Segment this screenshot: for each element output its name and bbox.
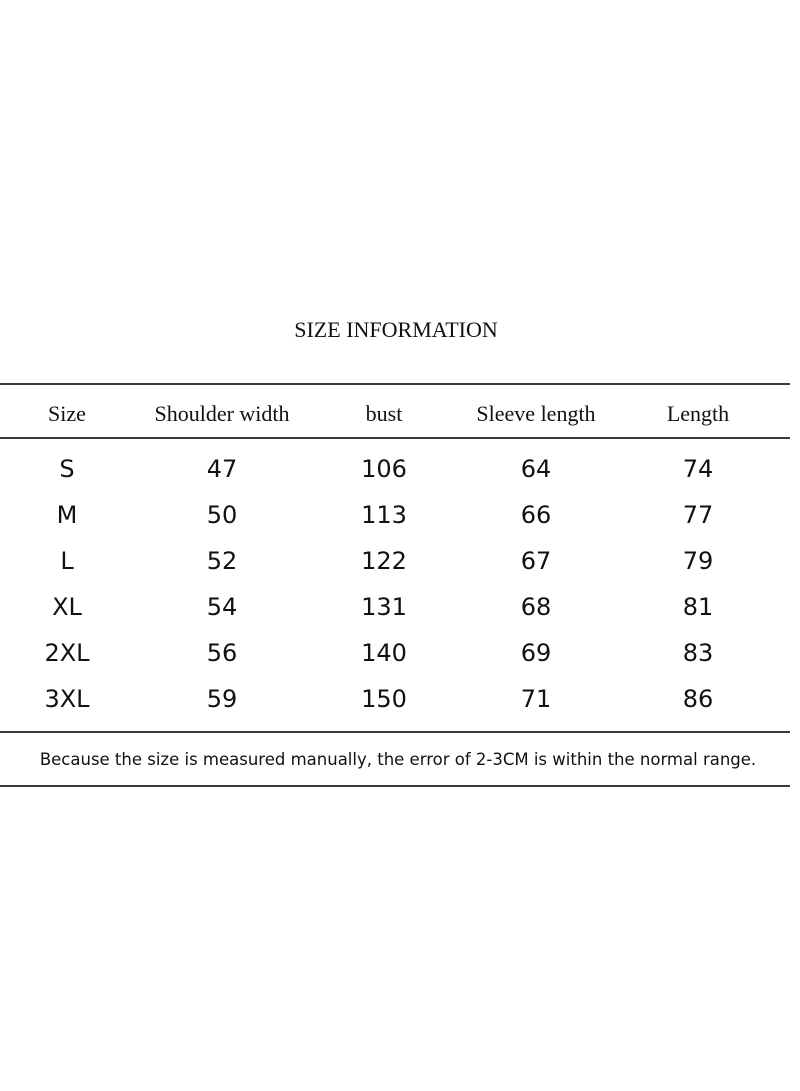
cell-sleeve-length: 68 [520, 593, 552, 621]
cell-length: 77 [682, 501, 714, 529]
cell-shoulder-width: 52 [206, 547, 238, 575]
note-bottom-rule [0, 785, 790, 787]
cell-bust: 131 [361, 593, 407, 621]
header-bust: bust [365, 401, 403, 426]
cell-length: 74 [682, 455, 714, 483]
cell-shoulder-width: 50 [206, 501, 238, 529]
table-row [0, 541, 790, 581]
cell-sleeve-length: 64 [520, 455, 552, 483]
cell-length: 86 [682, 685, 714, 713]
cell-shoulder-width: 54 [206, 593, 238, 621]
header-size: Size [48, 401, 86, 426]
cell-size: 3XL [44, 685, 90, 713]
measurement-note: Because the size is measured manually, the error of 2-3CM is within the normal range. [39, 750, 757, 769]
cell-sleeve-length: 71 [520, 685, 552, 713]
cell-bust: 106 [361, 455, 407, 483]
page-title: SIZE INFORMATION [294, 317, 498, 342]
cell-length: 81 [682, 593, 714, 621]
table-row [0, 679, 790, 719]
cell-size: L [60, 547, 74, 575]
cell-length: 83 [682, 639, 714, 667]
cell-sleeve-length: 67 [520, 547, 552, 575]
cell-size: S [59, 455, 75, 483]
table-bottom-rule [0, 731, 790, 733]
table-top-rule [0, 383, 790, 385]
cell-length: 79 [682, 547, 714, 575]
cell-shoulder-width: 56 [206, 639, 238, 667]
cell-bust: 122 [361, 547, 407, 575]
cell-bust: 113 [361, 501, 407, 529]
cell-bust: 140 [361, 639, 407, 667]
cell-bust: 150 [361, 685, 407, 713]
cell-size: M [56, 501, 78, 529]
cell-shoulder-width: 47 [206, 455, 238, 483]
table-row [0, 633, 790, 673]
table-row [0, 587, 790, 627]
header-shoulder-width: Shoulder width [154, 401, 290, 426]
header-length: Length [666, 401, 730, 426]
cell-size: XL [52, 593, 82, 621]
table-row [0, 449, 790, 489]
table-row [0, 495, 790, 535]
cell-size: 2XL [44, 639, 90, 667]
table-header-rule [0, 437, 790, 439]
cell-shoulder-width: 59 [206, 685, 238, 713]
cell-sleeve-length: 66 [520, 501, 552, 529]
header-sleeve-length: Sleeve length [476, 401, 596, 426]
cell-sleeve-length: 69 [520, 639, 552, 667]
